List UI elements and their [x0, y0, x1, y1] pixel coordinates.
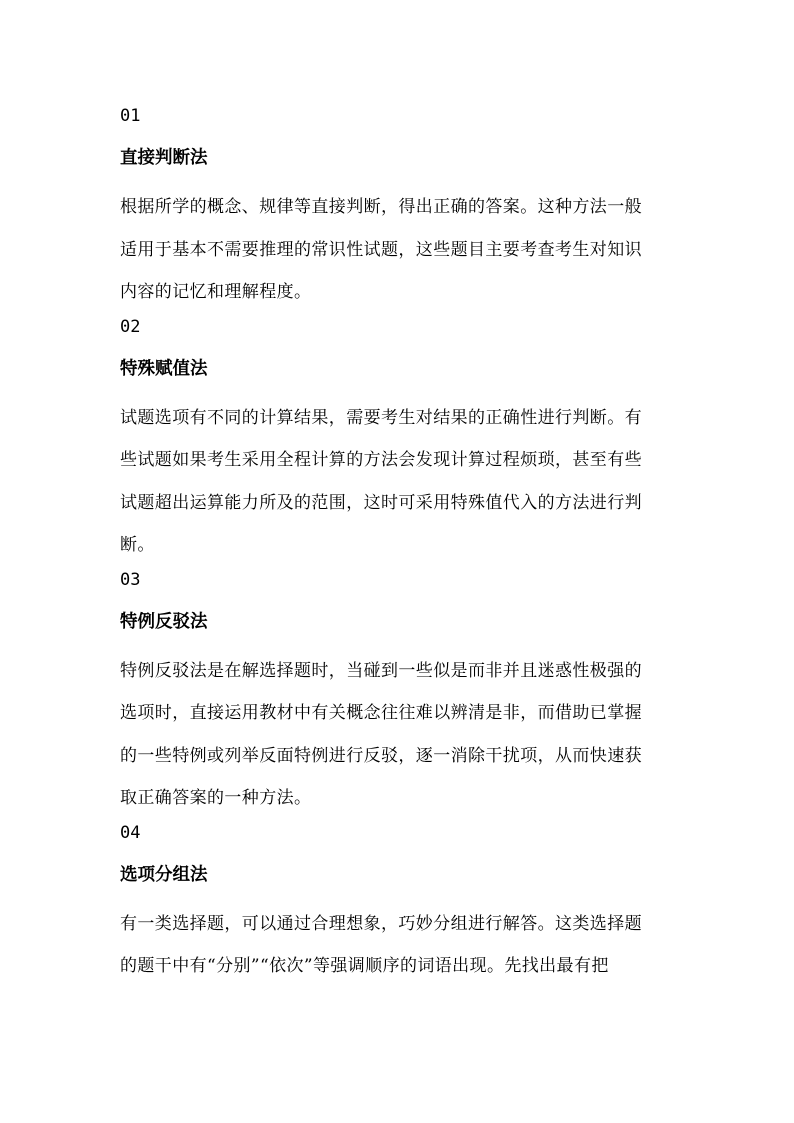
section-title: 直接判断法 [120, 148, 208, 168]
section-paragraph [120, 903, 680, 988]
paragraph-line: 试题超出运算能力所及的范围，这时可采用特殊值代入的方法进行判 [120, 492, 642, 513]
paragraph-line: 些试题如果考生采用全程计算的方法会发现计算过程烦琐，甚至有些 [120, 450, 642, 470]
section-02 [120, 315, 680, 567]
paragraph-line: 选项时，直接运用教材中有关概念往往难以辨清是非，而借助已掌握 [120, 703, 642, 723]
section-title: 特殊赋值法 [120, 358, 208, 379]
section-paragraph [120, 650, 680, 820]
section-paragraph [120, 397, 680, 567]
paragraph-line: 的题干中有“分别”“依次”等强调顺序的词语出现。先找出最有把 [120, 956, 609, 976]
section-number: 03 [120, 569, 141, 590]
section-01 [120, 104, 680, 314]
document-body [120, 104, 680, 989]
paragraph-line: 取正确答案的一种方法。 [120, 788, 312, 808]
section-paragraph [120, 186, 680, 314]
paragraph-line: 特例反驳法是在解选择题时，当碰到一些似是而非并且迷惑性极强的 [120, 660, 642, 681]
section-03 [120, 568, 680, 820]
section-number: 01 [120, 106, 141, 126]
paragraph-line: 内容的记忆和理解程度。 [120, 282, 312, 302]
paragraph-line: 有一类选择题，可以通过合理想象，巧妙分组进行解答。这类选择题 [120, 913, 642, 934]
section-04 [120, 821, 680, 988]
paragraph-line: 适用于基本不需要推理的常识性试题，这些题目主要考查考生对知识 [120, 239, 642, 260]
paragraph-line: 根据所学的概念、规律等直接判断，得出正确的答案。这种方法一般 [120, 197, 642, 217]
paragraph-line: 试题选项有不同的计算结果，需要考生对结果的正确性进行判断。有 [120, 407, 642, 428]
paragraph-line: 断。 [120, 535, 155, 555]
paragraph-line: 的一些特例或列举反面特例进行反驳，逐一消除干扰项，从而快速获 [120, 745, 642, 766]
section-number: 02 [120, 316, 141, 337]
section-title: 特例反驳法 [120, 611, 208, 632]
section-title: 选项分组法 [120, 864, 208, 885]
section-number: 04 [120, 822, 141, 843]
